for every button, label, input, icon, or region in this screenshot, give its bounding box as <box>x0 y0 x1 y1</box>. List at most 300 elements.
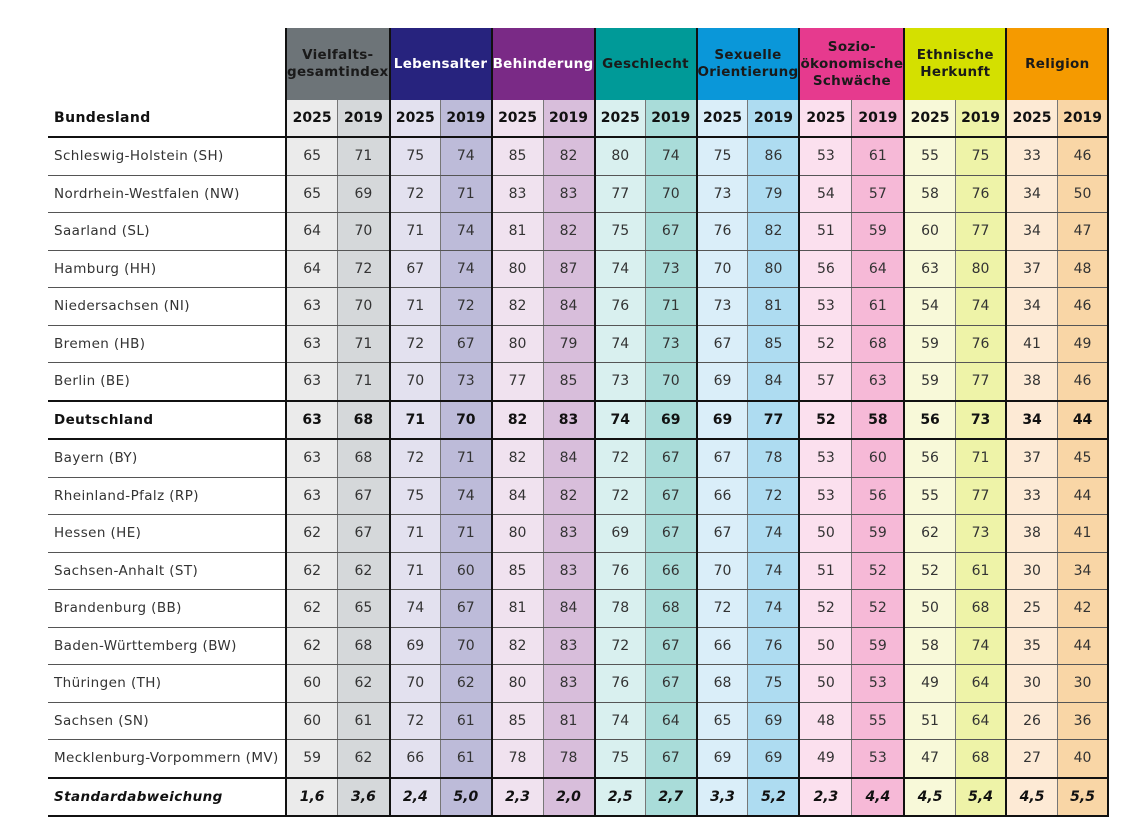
value-cell: 58 <box>904 627 955 665</box>
value-cell: 75 <box>595 213 646 251</box>
year-header-2025: 2025 <box>904 100 955 137</box>
value-cell: 65 <box>286 175 338 213</box>
value-cell: 52 <box>904 552 955 590</box>
value-cell: 78 <box>492 740 543 778</box>
table-row <box>48 325 1108 363</box>
value-cell: 82 <box>543 137 594 175</box>
value-cell: 72 <box>390 702 441 740</box>
value-cell: 50 <box>1057 175 1108 213</box>
value-cell: 53 <box>799 137 851 175</box>
value-cell: 46 <box>1057 363 1108 401</box>
value-cell: 74 <box>595 250 646 288</box>
value-cell: 75 <box>390 477 441 515</box>
value-cell: 75 <box>955 137 1006 175</box>
value-cell: 80 <box>492 515 543 553</box>
value-cell: 4,4 <box>852 778 904 817</box>
value-cell: 73 <box>646 250 697 288</box>
value-cell: 67 <box>646 213 697 251</box>
value-cell: 78 <box>543 740 594 778</box>
year-header-2019: 2019 <box>441 100 492 137</box>
value-cell: 26 <box>1006 702 1057 740</box>
value-cell: 72 <box>390 325 441 363</box>
value-cell: 74 <box>595 325 646 363</box>
value-cell: 84 <box>543 288 594 326</box>
value-cell: 47 <box>904 740 955 778</box>
value-cell: 65 <box>338 590 390 628</box>
group-header-lebensalter: Lebensalter <box>390 28 492 100</box>
value-cell: 77 <box>595 175 646 213</box>
value-cell: 66 <box>390 740 441 778</box>
year-header-2025: 2025 <box>390 100 441 137</box>
value-cell: 72 <box>748 477 799 515</box>
value-cell: 62 <box>338 665 390 703</box>
value-cell: 38 <box>1006 363 1057 401</box>
table-row <box>48 175 1108 213</box>
value-cell: 70 <box>697 250 748 288</box>
value-cell: 69 <box>646 401 697 440</box>
value-cell: 36 <box>1057 702 1108 740</box>
value-cell: 60 <box>904 213 955 251</box>
value-cell: 71 <box>441 439 492 477</box>
value-cell: 69 <box>697 401 748 440</box>
year-header-2025: 2025 <box>286 100 338 137</box>
value-cell: 62 <box>441 665 492 703</box>
value-cell: 30 <box>1057 665 1108 703</box>
row-label: Deutschland <box>48 401 286 440</box>
value-cell: 63 <box>286 439 338 477</box>
row-label: Sachsen-Anhalt (ST) <box>48 552 286 590</box>
value-cell: 73 <box>697 288 748 326</box>
value-cell: 70 <box>646 175 697 213</box>
value-cell: 76 <box>595 288 646 326</box>
value-cell: 37 <box>1006 439 1057 477</box>
column-header-bundesland: Bundesland <box>48 100 286 137</box>
value-cell: 84 <box>492 477 543 515</box>
value-cell: 73 <box>595 363 646 401</box>
value-cell: 51 <box>799 213 851 251</box>
row-label: Rheinland-Pfalz (RP) <box>48 477 286 515</box>
value-cell: 80 <box>492 665 543 703</box>
value-cell: 54 <box>904 288 955 326</box>
value-cell: 64 <box>955 702 1006 740</box>
row-label: Brandenburg (BB) <box>48 590 286 628</box>
value-cell: 73 <box>441 363 492 401</box>
value-cell: 48 <box>799 702 851 740</box>
value-cell: 83 <box>492 175 543 213</box>
value-cell: 62 <box>338 552 390 590</box>
value-cell: 55 <box>904 137 955 175</box>
row-label: Schleswig-Holstein (SH) <box>48 137 286 175</box>
value-cell: 69 <box>697 740 748 778</box>
value-cell: 55 <box>904 477 955 515</box>
value-cell: 50 <box>799 515 851 553</box>
value-cell: 79 <box>543 325 594 363</box>
table-row <box>48 439 1108 477</box>
value-cell: 53 <box>799 288 851 326</box>
value-cell: 44 <box>1057 627 1108 665</box>
value-cell: 66 <box>697 477 748 515</box>
value-cell: 67 <box>697 439 748 477</box>
value-cell: 80 <box>595 137 646 175</box>
value-cell: 65 <box>697 702 748 740</box>
value-cell: 82 <box>492 627 543 665</box>
value-cell: 62 <box>904 515 955 553</box>
value-cell: 75 <box>390 137 441 175</box>
row-label: Bremen (HB) <box>48 325 286 363</box>
value-cell: 82 <box>543 213 594 251</box>
row-label: Saarland (SL) <box>48 213 286 251</box>
value-cell: 62 <box>338 740 390 778</box>
value-cell: 85 <box>492 702 543 740</box>
row-label: Niedersachsen (NI) <box>48 288 286 326</box>
value-cell: 66 <box>646 552 697 590</box>
value-cell: 83 <box>543 515 594 553</box>
value-cell: 65 <box>286 137 338 175</box>
value-cell: 2,0 <box>543 778 594 817</box>
value-cell: 58 <box>852 401 904 440</box>
value-cell: 81 <box>492 213 543 251</box>
value-cell: 33 <box>1006 137 1057 175</box>
value-cell: 69 <box>748 702 799 740</box>
value-cell: 74 <box>441 250 492 288</box>
value-cell: 72 <box>595 627 646 665</box>
value-cell: 61 <box>955 552 1006 590</box>
value-cell: 68 <box>955 590 1006 628</box>
year-header-2019: 2019 <box>852 100 904 137</box>
year-header-2019: 2019 <box>646 100 697 137</box>
value-cell: 49 <box>799 740 851 778</box>
value-cell: 2,3 <box>799 778 851 817</box>
value-cell: 57 <box>799 363 851 401</box>
value-cell: 81 <box>492 590 543 628</box>
value-cell: 71 <box>338 363 390 401</box>
value-cell: 63 <box>286 477 338 515</box>
row-label: Mecklenburg-Vorpommern (MV) <box>48 740 286 778</box>
value-cell: 72 <box>595 477 646 515</box>
value-cell: 70 <box>338 213 390 251</box>
value-cell: 82 <box>492 401 543 440</box>
value-cell: 49 <box>904 665 955 703</box>
row-label: Bayern (BY) <box>48 439 286 477</box>
value-cell: 85 <box>748 325 799 363</box>
value-cell: 63 <box>286 325 338 363</box>
value-cell: 71 <box>390 288 441 326</box>
value-cell: 74 <box>955 627 1006 665</box>
year-header-2025: 2025 <box>697 100 748 137</box>
value-cell: 71 <box>955 439 1006 477</box>
value-cell: 70 <box>441 627 492 665</box>
value-cell: 68 <box>338 627 390 665</box>
value-cell: 76 <box>595 665 646 703</box>
value-cell: 71 <box>441 515 492 553</box>
value-cell: 56 <box>852 477 904 515</box>
year-header-2019: 2019 <box>543 100 594 137</box>
table-row <box>48 515 1108 553</box>
value-cell: 83 <box>543 665 594 703</box>
value-cell: 61 <box>441 740 492 778</box>
table-row <box>48 665 1108 703</box>
value-cell: 67 <box>338 515 390 553</box>
table-row <box>48 137 1108 175</box>
value-cell: 76 <box>595 552 646 590</box>
table-row-standardabweichung <box>48 778 1108 817</box>
value-cell: 59 <box>904 363 955 401</box>
value-cell: 63 <box>286 363 338 401</box>
value-cell: 69 <box>338 175 390 213</box>
value-cell: 71 <box>390 515 441 553</box>
value-cell: 84 <box>748 363 799 401</box>
value-cell: 33 <box>1006 477 1057 515</box>
value-cell: 63 <box>286 288 338 326</box>
value-cell: 77 <box>955 477 1006 515</box>
value-cell: 3,3 <box>697 778 748 817</box>
value-cell: 60 <box>286 702 338 740</box>
value-cell: 62 <box>286 627 338 665</box>
group-header-sozio-ökonomische-schwäche: Sozio- ökonomische Schwäche <box>799 28 904 100</box>
value-cell: 46 <box>1057 137 1108 175</box>
value-cell: 44 <box>1057 477 1108 515</box>
value-cell: 73 <box>955 515 1006 553</box>
value-cell: 85 <box>492 552 543 590</box>
value-cell: 81 <box>543 702 594 740</box>
value-cell: 61 <box>852 288 904 326</box>
value-cell: 83 <box>543 552 594 590</box>
value-cell: 52 <box>799 401 851 440</box>
value-cell: 2,3 <box>492 778 543 817</box>
value-cell: 80 <box>748 250 799 288</box>
row-label: Nordrhein-Westfalen (NW) <box>48 175 286 213</box>
value-cell: 72 <box>338 250 390 288</box>
value-cell: 48 <box>1057 250 1108 288</box>
value-cell: 42 <box>1057 590 1108 628</box>
value-cell: 71 <box>441 175 492 213</box>
value-cell: 67 <box>390 250 441 288</box>
value-cell: 25 <box>1006 590 1057 628</box>
value-cell: 74 <box>390 590 441 628</box>
value-cell: 67 <box>646 740 697 778</box>
value-cell: 64 <box>646 702 697 740</box>
value-cell: 60 <box>441 552 492 590</box>
value-cell: 37 <box>1006 250 1057 288</box>
group-header-vielfalts-gesamtindex: Vielfalts- gesamtindex <box>286 28 390 100</box>
value-cell: 76 <box>955 325 1006 363</box>
value-cell: 74 <box>441 213 492 251</box>
value-cell: 71 <box>338 325 390 363</box>
table-row <box>48 590 1108 628</box>
value-cell: 69 <box>697 363 748 401</box>
value-cell: 74 <box>441 137 492 175</box>
value-cell: 66 <box>697 627 748 665</box>
value-cell: 63 <box>904 250 955 288</box>
value-cell: 3,6 <box>338 778 390 817</box>
value-cell: 50 <box>799 665 851 703</box>
value-cell: 5,2 <box>748 778 799 817</box>
value-cell: 77 <box>492 363 543 401</box>
value-cell: 76 <box>748 627 799 665</box>
value-cell: 80 <box>492 325 543 363</box>
value-cell: 73 <box>697 175 748 213</box>
table-row <box>48 250 1108 288</box>
value-cell: 67 <box>646 515 697 553</box>
value-cell: 83 <box>543 401 594 440</box>
value-cell: 63 <box>286 401 338 440</box>
value-cell: 78 <box>595 590 646 628</box>
group-header-ethnische-herkunft: Ethnische Herkunft <box>904 28 1006 100</box>
value-cell: 56 <box>799 250 851 288</box>
value-cell: 74 <box>748 552 799 590</box>
value-cell: 41 <box>1006 325 1057 363</box>
value-cell: 63 <box>852 363 904 401</box>
value-cell: 52 <box>799 590 851 628</box>
year-header-2025: 2025 <box>595 100 646 137</box>
diversity-index-table <box>48 28 1109 817</box>
value-cell: 64 <box>852 250 904 288</box>
value-cell: 74 <box>595 702 646 740</box>
value-cell: 78 <box>748 439 799 477</box>
value-cell: 86 <box>748 137 799 175</box>
year-header-2019: 2019 <box>338 100 390 137</box>
value-cell: 87 <box>543 250 594 288</box>
value-cell: 83 <box>543 627 594 665</box>
value-cell: 4,5 <box>904 778 955 817</box>
value-cell: 59 <box>286 740 338 778</box>
group-header-behinderung: Behinderung <box>492 28 595 100</box>
year-header-2025: 2025 <box>799 100 851 137</box>
group-header-sexuelle-orientierung: Sexuelle Orientierung <box>697 28 800 100</box>
value-cell: 67 <box>338 477 390 515</box>
value-cell: 84 <box>543 439 594 477</box>
value-cell: 76 <box>697 213 748 251</box>
group-header-religion: Religion <box>1006 28 1108 100</box>
value-cell: 52 <box>852 552 904 590</box>
value-cell: 52 <box>799 325 851 363</box>
value-cell: 70 <box>390 665 441 703</box>
value-cell: 4,5 <box>1006 778 1057 817</box>
value-cell: 70 <box>646 363 697 401</box>
value-cell: 56 <box>904 439 955 477</box>
value-cell: 72 <box>697 590 748 628</box>
value-cell: 55 <box>852 702 904 740</box>
row-label: Baden-Württemberg (BW) <box>48 627 286 665</box>
table-row <box>48 702 1108 740</box>
table-row <box>48 288 1108 326</box>
value-cell: 82 <box>543 477 594 515</box>
value-cell: 50 <box>799 627 851 665</box>
value-cell: 70 <box>697 552 748 590</box>
row-label: Thüringen (TH) <box>48 665 286 703</box>
table-row <box>48 627 1108 665</box>
value-cell: 40 <box>1057 740 1108 778</box>
value-cell: 75 <box>697 137 748 175</box>
value-cell: 58 <box>904 175 955 213</box>
value-cell: 70 <box>390 363 441 401</box>
row-label: Hessen (HE) <box>48 515 286 553</box>
value-cell: 80 <box>492 250 543 288</box>
value-cell: 53 <box>852 665 904 703</box>
value-cell: 74 <box>441 477 492 515</box>
table-row-deutschland <box>48 401 1108 440</box>
value-cell: 84 <box>543 590 594 628</box>
value-cell: 81 <box>748 288 799 326</box>
value-cell: 73 <box>646 325 697 363</box>
year-header-2019: 2019 <box>748 100 799 137</box>
year-header-2019: 2019 <box>955 100 1006 137</box>
value-cell: 68 <box>646 590 697 628</box>
value-cell: 53 <box>799 439 851 477</box>
value-cell: 71 <box>390 213 441 251</box>
value-cell: 35 <box>1006 627 1057 665</box>
value-cell: 76 <box>955 175 1006 213</box>
value-cell: 67 <box>697 325 748 363</box>
value-cell: 61 <box>338 702 390 740</box>
value-cell: 57 <box>852 175 904 213</box>
value-cell: 30 <box>1006 552 1057 590</box>
value-cell: 59 <box>852 213 904 251</box>
value-cell: 41 <box>1057 515 1108 553</box>
value-cell: 62 <box>286 515 338 553</box>
value-cell: 2,4 <box>390 778 441 817</box>
row-label: Sachsen (SN) <box>48 702 286 740</box>
value-cell: 34 <box>1006 401 1057 440</box>
value-cell: 74 <box>955 288 1006 326</box>
value-cell: 68 <box>852 325 904 363</box>
value-cell: 73 <box>955 401 1006 440</box>
value-cell: 77 <box>955 363 1006 401</box>
value-cell: 77 <box>748 401 799 440</box>
value-cell: 67 <box>646 627 697 665</box>
value-cell: 53 <box>799 477 851 515</box>
value-cell: 30 <box>1006 665 1057 703</box>
value-cell: 72 <box>390 175 441 213</box>
value-cell: 60 <box>286 665 338 703</box>
value-cell: 34 <box>1057 552 1108 590</box>
year-header-row <box>48 100 1108 137</box>
group-header-row <box>48 28 1108 100</box>
value-cell: 52 <box>852 590 904 628</box>
value-cell: 60 <box>852 439 904 477</box>
value-cell: 82 <box>492 439 543 477</box>
value-cell: 1,6 <box>286 778 338 817</box>
value-cell: 64 <box>286 213 338 251</box>
value-cell: 2,7 <box>646 778 697 817</box>
value-cell: 80 <box>955 250 1006 288</box>
table-row <box>48 552 1108 590</box>
value-cell: 44 <box>1057 401 1108 440</box>
table-row <box>48 477 1108 515</box>
value-cell: 70 <box>338 288 390 326</box>
value-cell: 72 <box>390 439 441 477</box>
value-cell: 85 <box>492 137 543 175</box>
value-cell: 68 <box>955 740 1006 778</box>
year-header-2025: 2025 <box>1006 100 1057 137</box>
value-cell: 67 <box>646 477 697 515</box>
value-cell: 74 <box>646 137 697 175</box>
value-cell: 67 <box>441 325 492 363</box>
value-cell: 75 <box>595 740 646 778</box>
value-cell: 72 <box>441 288 492 326</box>
value-cell: 83 <box>543 175 594 213</box>
value-cell: 67 <box>697 515 748 553</box>
value-cell: 62 <box>286 552 338 590</box>
value-cell: 61 <box>441 702 492 740</box>
value-cell: 85 <box>543 363 594 401</box>
value-cell: 45 <box>1057 439 1108 477</box>
table-row <box>48 363 1108 401</box>
value-cell: 5,5 <box>1057 778 1108 817</box>
value-cell: 5,4 <box>955 778 1006 817</box>
table-row <box>48 740 1108 778</box>
value-cell: 34 <box>1006 175 1057 213</box>
